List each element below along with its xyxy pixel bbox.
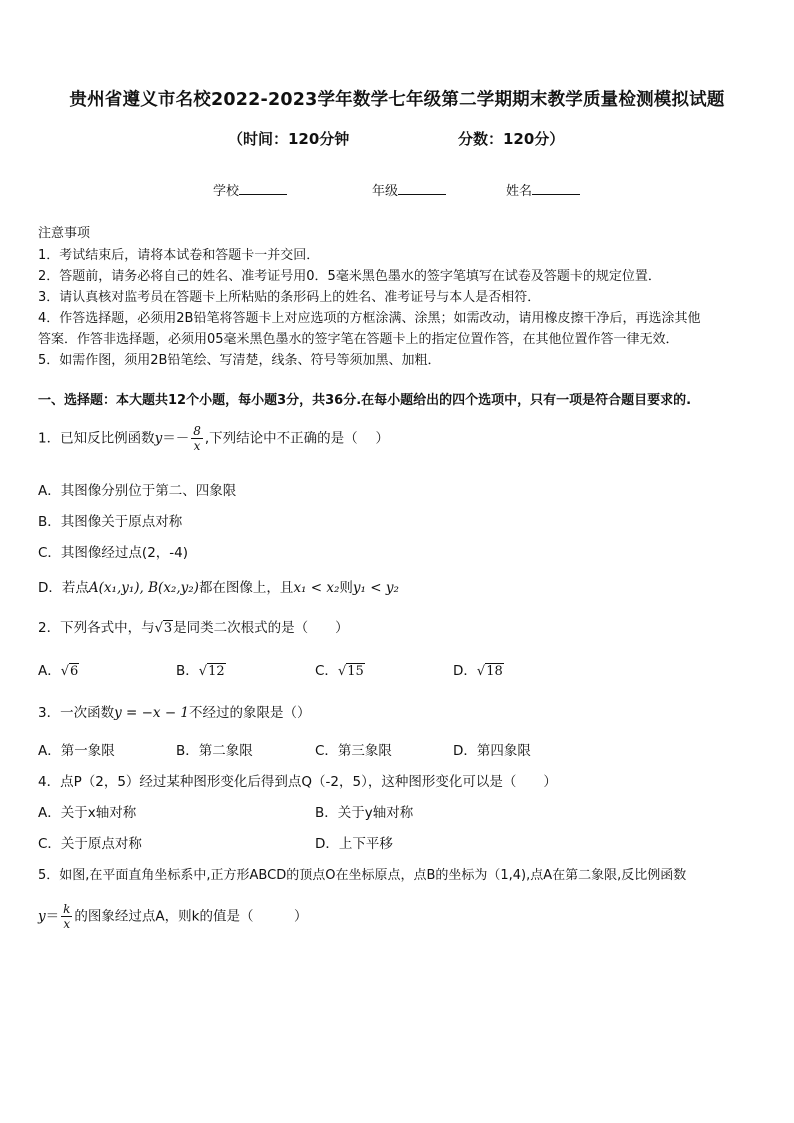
question-5-stem: 5．如图,在平面直角坐标系中,正方形ABCD的顶点O在坐标原点，点B的坐标为（1,4),点A在第二象限,反比例函数 (38, 868, 687, 883)
question-3-option-b[interactable]: B．第二象限 (176, 743, 253, 759)
section-heading: 一、选择题：本大题共12个小题，每小题3分，共36分.在每小题给出的四个选项中，只有一项是符合题目要求的. (38, 393, 692, 408)
fraction: $\frac{8}{x}$ (193, 424, 201, 453)
note-item: 1．考试结束后，请将本试卷和答题卡一并交回． (38, 248, 320, 263)
exam-time: （时间：120分钟 (228, 130, 350, 148)
note-item: 4．作答选择题，必须用2B铅笔将答题卡上对应选项的方框涂满、涂黑；如需改动，请用橡皮擦干净后，再选涂其他 (38, 311, 701, 326)
sqrt: √3 (154, 621, 173, 636)
question-4-stem: 4．点P（2，5）经过某种图形变化后得到点Q（-2，5），这种图形变化可以是（ ） (38, 774, 557, 790)
question-1-option-d[interactable]: D．若点A(x₁,y₁), B(x₂,y₂)都在图像上，且x₁ < x₂则y₁ < y₂ (38, 580, 399, 596)
question-2-option-a[interactable]: A．√6 (38, 663, 79, 679)
name-field (506, 180, 580, 199)
school-blank[interactable] (239, 182, 287, 195)
question-3-option-d[interactable]: D．第四象限 (453, 743, 531, 759)
question-2-option-d[interactable]: D．√18 (453, 663, 503, 679)
exam-title: 贵州省遵义市名校2022-2023学年数学七年级第二学期期末教学质量检测模拟试题 (69, 90, 725, 110)
question-3-stem: 3．一次函数y = −x − 1不经过的象限是（） (38, 705, 311, 721)
question-2-option-c[interactable]: C．√15 (315, 663, 364, 679)
grade-field (372, 180, 446, 199)
question-2-option-b[interactable]: B．√12 (176, 663, 225, 679)
question-4-option-b[interactable]: B．关于y轴对称 (315, 805, 414, 821)
question-4-option-c[interactable]: C．关于原点对称 (38, 836, 142, 852)
question-1-stem: 1．已知反比例函数y＝－ $\frac{8}{x}$ ,下列结论中不正确的是（ ） (38, 424, 389, 453)
note-item: 5．如需作图，须用2B铅笔绘、写清楚，线条、符号等须加黑、加粗． (38, 353, 441, 368)
name-label: 姓名 (506, 184, 533, 199)
question-4-option-a[interactable]: A．关于x轴对称 (38, 805, 137, 821)
grade-label: 年级 (372, 184, 399, 199)
question-1-option-b[interactable]: B．其图像关于原点对称 (38, 514, 183, 530)
question-3-option-c[interactable]: C．第三象限 (315, 743, 392, 759)
question-4-option-d[interactable]: D．上下平移 (315, 836, 393, 852)
exam-score: 分数：120分） (458, 130, 565, 148)
question-1-option-a[interactable]: A．其图像分别位于第二、四象限 (38, 483, 237, 499)
question-3-option-a[interactable]: A．第一象限 (38, 743, 115, 759)
question-2-stem: 2．下列各式中，与√3是同类二次根式的是（ ） (38, 620, 349, 636)
grade-blank[interactable] (398, 182, 446, 195)
note-item: 2．答题前，请务必将自己的姓名、准考证号用0．5毫米黑色墨水的签字笔填写在试卷及答题卡的规定位置． (38, 269, 661, 284)
notes-heading: 注意事项 (38, 226, 91, 241)
note-item: 3．请认真核对监考员在答题卡上所粘贴的条形码上的姓名、准考证号与本人是否相符． (38, 290, 541, 305)
school-label: 学校 (213, 184, 240, 199)
school-field (213, 180, 287, 199)
note-item: 答案．作答非选择题，必须用05毫米黑色墨水的签字笔在答题卡上的指定位置作答，在其他位置作答一律无效． (38, 332, 679, 347)
fraction: $\frac{k}{x}$ (63, 902, 71, 931)
question-5-stem-cont: y＝ $\frac{k}{x}$ 的图象经过点A，则k的值是（ ） (38, 902, 308, 931)
question-1-option-c[interactable]: C．其图像经过点(2，-4) (38, 545, 189, 561)
name-blank[interactable] (532, 182, 580, 195)
